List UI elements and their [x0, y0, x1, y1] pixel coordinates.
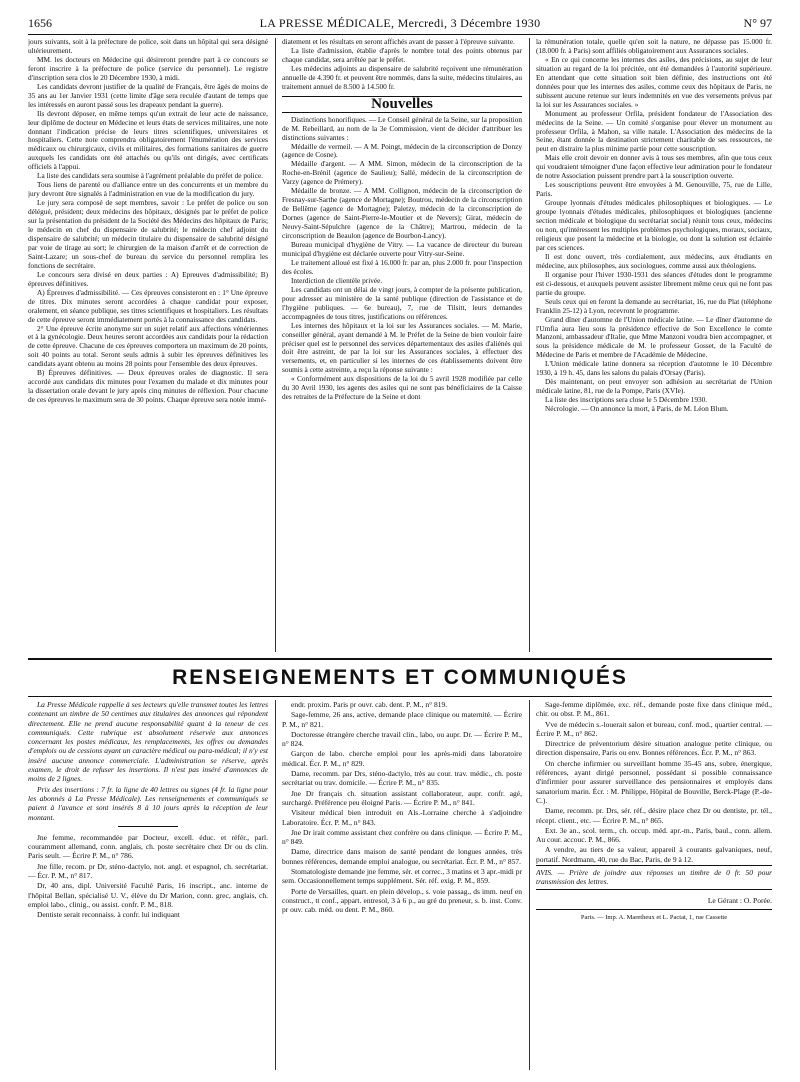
paragraph: Sage-femme diplômée, exc. réf., demande poste fixe dans clinique méd., chir. ou obst. P. M., 861.: [536, 700, 772, 719]
classified-ads-3: [536, 700, 772, 864]
paragraph: Jne fille, recom. pr Dr, sténo-dactylo, not. angl. et espagnol, ch. secrétariat. — Écr. P. M., n° 817.: [28, 861, 268, 881]
paragraph: Les souscriptions peuvent être envoyées à M. Genouville, 75, rue de Lille, Paris.: [536, 180, 772, 199]
paragraph: Bureau municipal d'hygiène de Vitry. — La vacance de directeur du bureau municipal d'hygiène est déclarée ouverte pour Vitry-sur-Seine.: [282, 240, 522, 258]
paragraph: Groupe lyonnais d'études médicales philosophiques et biologiques. — Le groupe lyonnais d'études médicales, philosophiques et biologiques (ancienne section médicale et biologique du secrétariat social) réunit tous ceux, médecins ou non, qu'intéressent les multiples problèmes psychologiques, moraux, sociaux, religieux que posent la médecine et la biologie, ou dont la solution est éclairée par ces sciences.: [536, 198, 772, 252]
paragraph: Garçon de labo. cherche emploi pour les après-midi dans laboratoire médical. Écr. P. M., n° 829.: [282, 749, 522, 768]
paragraph: Prix des insertions : 7 fr. la ligne de 40 lettres ou signes (4 fr. la ligne pour les abonnés à La Presse Médicale). Les renseignements et communiqués se paient à l'avance et sont insérés 8 à 10 jours après la réception de leur montant.: [28, 784, 268, 822]
divider: [118, 826, 178, 827]
paragraph: On cherche infirmier ou surveillant homme 35-45 ans, sobre, énergique, références, ayant dirigé personnel, possédant si possible connaissance d'infirmier pour assurer surveillance des pensionnaires et employés dans sanatorium marin. Écr. : M. Philippe, Hôpital de Bouville, Berck-Plage (P.-de-C.).: [536, 758, 772, 805]
paragraph: Les médecins adjoints au dispensaire de salubrité reçoivent une rémunération annuelle de 4.390 fr. et peuvent être nommés, dans la suite, médecins titulaires, au traitement annuel de 8.500 à 14.500 fr.: [282, 63, 522, 91]
paragraph: Médaille de vermeil. — A M. Poingt, médecin de la circonscription de Donzy (agence de Cosne).: [282, 141, 522, 160]
paragraph: Monument au professeur Orfila, président fondateur de l'Association des médecins de la Seine. — Un comité s'organise pour élever un monument au professeur Orfila, à Mahon, sa ville natale. L'Association des médecins de la Seine, étant donnée la destination strictement charitable de ses ressources, ne peut en distraire la plus minime partie pour cette souscription.: [536, 108, 772, 154]
classified-ads-1: [28, 833, 268, 920]
paragraph: A vendre, au tiers de sa valeur, appareil à courants galvaniques, neuf, portatif. Nordmann, 40, rue du Bac, Paris, de 9 à 12.: [536, 845, 772, 864]
column-2-intro: [282, 38, 522, 92]
section-banner: [28, 658, 772, 697]
advertising-notice: [28, 700, 268, 822]
paragraph: Grand dîner d'automne de l'Union médicale latine. — Le dîner d'automne de l'Umfia aura lieu sous la présidence effective de Son Excellence le comte Manzoni, ambassadeur d'Italie, que Mme Manzoni voudra bien accompagner, et sous la présidence médicale de M. le professeur Gosset, de la Faculté de Médecine de Paris et membre de l'Académie de Médecine.: [536, 314, 772, 360]
bottom-column-3: [536, 700, 772, 1070]
paragraph: Le traitement alloué est fixé à 16.000 fr. par an, plus 2.000 fr. pour l'inspection des écoles.: [282, 257, 522, 276]
column-2-news: [282, 116, 522, 403]
journal-title: LA PRESSE MÉDICALE, Mercredi, 3 Décembre 1930: [259, 16, 541, 30]
paragraph: « Conformément aux dispositions de la loi du 5 avril 1928 modifiée par celle du 30 Avril 1930, les agents des asiles qui ne sont pas bénéficiaires de la Caisse des retraites de la Préfecture de la Seine et dont: [282, 374, 522, 402]
paragraph: Nécrologie. — On annonce la mort, à Paris, de M. Léon Blum.: [545, 404, 729, 414]
nouvelles-heading: Nouvelles: [282, 96, 522, 113]
paragraph: Les internes des hôpitaux et la loi sur les Assurances sociales. — M. Marie, conseiller général, ayant demandé à M. le Préfet de la Seine de bien vouloir faire préciser quel est le personnel des services départementaux des asiles d'aliénés qui doit être astreint, de par la loi sur les Assurances sociales, à effectuer des versements, et, en particulier si les internes de ces établissements doivent être soumis à cette astreinte, a reçu la réponse suivante :: [282, 320, 522, 375]
newspaper-page: [28, 14, 772, 1072]
paragraph: Tous liens de parenté ou d'alliance entre un des concurrents et un membre du jury devront être signalés à l'administration en vue de la modification du jury.: [28, 180, 268, 199]
paragraph: La liste des inscriptions sera close le 5 Décembre 1930.: [545, 395, 708, 405]
paragraph: Visiteur médical bien introduit en Als.-Lorraine cherche à s'adjoindre Laboratoire. Écr. P. M., n° 843.: [282, 808, 522, 827]
paragraph: Dr, 40 ans, dipl. Université Faculté Paris, 16 inscript., anc. interne de l'hôpital Bellan, spécialisé U. V., élève du Dr Marion, conn. grec, anglais, ch. emploi labo., clinig., ou assist. confr. P. M., 818.: [28, 881, 268, 909]
paragraph: jours suivants, soit à la préfecture de police, soit dans un hôpital qui sera désigné ultérieurement.: [28, 38, 268, 55]
paragraph: Médaille d'argent. — A MM. Simon, médecin de la circonscription de la Roche-en-Brénil (agence de Saulieu); Sallé, médecin de la circonscription de Varzy (agence de Prémery).: [282, 159, 522, 187]
paragraph: Dame, directrice dans maison de santé pendant de longues années, très bonnes références, demande emploi analogue, ou secrétariat. Écr. P. M., n° 857.: [282, 847, 522, 866]
paragraph: Dès maintenant, on peut envoyer son adhésion au secrétariat de l'Union médicale latine, 81, rue de la Pompe, Paris (XVIe).: [536, 377, 772, 396]
paragraph: A) Épreuves d'admissibilité. — Ces épreuves consisteront en : 1° Une épreuve de titres. Dix minutes seront accordées à chaque candidat pour exposer, oralement, en séance publique, ses titres scientifiques et hospitaliers. Les résultats de cette épreuve seront immédiatement portés à la connaissance des candidats.: [28, 287, 268, 324]
paragraph: Il organise pour l'hiver 1930-1931 des séances d'études dont le programme est ci-dessous, et auxquels peuvent assister librement même ceux qui ne font pas partie du groupe.: [536, 269, 772, 297]
bottom-column-1: [28, 700, 268, 1070]
paragraph: Les candidats ont un délai de vingt jours, à compter de la présente publication, pour adresser au ministère de la santé publique (direction de l'assistance et de l'hygiène publiques. — 6e bureau), 7, rue de Tilsitt, leurs demandes accompagnées de tous titres, justifications ou références.: [282, 284, 522, 321]
bottom-column-2: [282, 700, 522, 1070]
top-column-2: [282, 38, 522, 652]
column-rule: [275, 38, 276, 652]
paragraph: Il est donc ouvert, très cordialement, aux médecins, aux étudiants en médecine, aux philosophes, aux sociologues, comme aussi aux théologiens.: [536, 251, 772, 270]
page-number: 1656: [28, 16, 52, 30]
paragraph: Le concours sera divisé en deux parties : A) Epreuves d'admissibilité; B) épreuves définitives.: [28, 269, 268, 288]
paragraph: MM. les docteurs en Médecine qui désireront prendre part à ce concours se feront inscrire à la préfecture de police (service du personnel). Le registre d'inscription sera clos le 20 Décembre 1930, à midi.: [28, 54, 268, 82]
paragraph: Seuls ceux qui en feront la demande au secrétariat, 16, rue du Plat (téléphone Franklin 25-12) à Lyon, recevront le programme.: [536, 296, 772, 315]
paragraph: Dentiste serait reconnaiss. à confr. lui indiquant: [37, 910, 180, 920]
issue-number: N° 97: [743, 16, 772, 30]
paragraph: Jne femme, recommandée par Docteur, excell. éduc. et référ., parl. couramment allemand, conn. anglais, ch. poste secrétaire chez Dr ou ds clin. Paris seult. — Écrire P. M., n° 786.: [28, 832, 268, 861]
paragraph: Distinctions honorifiques. — Le Conseil général de la Seine, sur la proposition de M. Rebeillard, au nom de la 3e Commission, vient de décider d'attribuer les distinctions suivantes :: [282, 114, 522, 142]
column-rule: [275, 700, 276, 1070]
paragraph: « En ce qui concerne les internes des asiles, des précisions, au sujet de leur situation au regard de la loi précitée, ont été demandées à l'autorité supérieure. En attendant que cette situation soit bien définie, des instructions ont été données pour que les internes des asiles, comme ceux des hôpitaux de Paris, ne subissent aucune retenue sur leurs indemnités en vue des versements prévus par la loi sur les Assurances sociales. »: [536, 54, 772, 109]
printer-imprint: Paris. — Imp. A. Maretheux et L. Pactat, 1, rue Cassette: [536, 909, 772, 922]
top-column-3: [536, 38, 772, 652]
paragraph: Ils devront déposer, en même temps qu'un extrait de leur acte de naissance, leur diplôme de docteur en Médecine et leurs états de services militaires, une note donnant l'indication précise de leurs titres scientifiques, universitaires et hospitaliers. Cette note comprendra obligatoirement l'énumération des services médicaux ou chirurgicaux, civils et militaires, des formations sanitaires de guerre auxquels les candidats ont été attachés ou qu'ils ont dirigés, avec certificats officiels à l'appui.: [28, 108, 268, 172]
paragraph: Porte de Versailles, quart. en plein dévelop., s. voie passag., ds imm. neuf en construct., tt conf., appart. entresol, 3 à 6 p., au gré du preneur, s. b. inst. Conv. pr ouv. cab. méd. ou dent. P. M., 860.: [282, 886, 522, 915]
paragraph: Mais elle croit devoir en donner avis à tous ses membres, afin que tous ceux qui voudraient témoigner d'une façon effective leur admiration pour le fondateur de notre Association puissent prendre part à la souscription ouverte.: [536, 153, 772, 181]
paragraph: Stomatologiste demande jne femme, sér. et correc., 3 matins et 3 apr.-midi pr sem. Occasionnellement temps supplément. Sér. réf. exig. P. M., 859.: [282, 867, 522, 886]
paragraph: Jne Dr irait comme assistant chez confrère ou dans clinique. — Écrire P. M., n° 849.: [282, 827, 522, 847]
column-rule: [529, 700, 530, 1070]
paragraph: la rémunération totale, quelle qu'en soit la nature, ne dépasse pas 15.000 fr. (18.000 fr. à Paris) sont affiliés obligatoirement aux Assurances sociales.: [536, 38, 772, 55]
paragraph: Directrice de préventorium désire situation analogue petite clinique, ou direction dispensaire, Paris ou env. Bonnes références. Écr. P. M., n° 863.: [536, 739, 772, 758]
paragraph: Dame, recomm. par Drs, sténo-dactylo, très au cour. trav. médic., ch. poste secrétariat ou trav. domicile. — Écrire P. M., n° 835.: [282, 769, 522, 788]
paragraph: Médaille de bronze. — A MM. Collignon, médecin de la circonscription de Fresnay-sur-Sarthe (agence de Mortagne); Boutrou, médecin de la circonscription de Bellême (agence de Mortagne); Paletzy, médecin de la circonscription de Dornes (agence de Saint-Pierre-le-Moutier et de Nevers); Girat, médecin de Neuvy-Saint-Sépulchre (agence de la Châtre); Martrou, médecin de la circonscription de Beaulon (agence de Bourbon-Lancy).: [282, 186, 522, 241]
column-rule: [529, 38, 530, 652]
paragraph: Dame, recomm. pr. Drs, sér. réf., désire place chez Dr ou dentiste, pr. tél., récept. client., etc. — Écrire P. M., n° 865.: [536, 806, 772, 825]
paragraph: Doctoresse étrangère cherche travail clin., labo, ou aupr. Dr. — Écrire P. M., n° 824.: [282, 729, 522, 749]
top-column-1: [28, 38, 268, 652]
avis-notice: AVIS. — Prière de joindre aux réponses un timbre de 0 fr. 50 pour transmission des lettres.: [536, 865, 772, 890]
paragraph: Les candidats devront justifier de la qualité de Français, être âgés de moins de 35 ans au 1er Janvier 1931 (cette limite d'âge sera reculée d'autant de temps que les intéressés en auront passé sous les drapeaux pendant la guerre).: [28, 81, 268, 109]
paragraph: Ext. 3e an., scol. term., ch. occup. méd. apr.-m., Paris, baul., conn. allem. Au cour. accouc. P. M., 866.: [536, 825, 772, 845]
paragraph: Jne Dr français ch. situation assistant collaborateur, aupr. confr. agé, surchargé. Préférence peu éloigné Paris. — Écrire P. M., n° 841.: [282, 788, 522, 807]
paragraph: L'Union médicale latine donnera sa réception d'automne le 10 Décembre 1930, à 19 h. 45, dans les salons du palais d'Orsay (Paris).: [536, 359, 772, 378]
paragraph: diatement et les résultats en seront affichés avant de passer à l'épreuve suivante.: [282, 38, 515, 46]
paragraph: Le jury sera composé de sept membres, savoir : Le préfet de police ou son délégué, président; deux médecins des hôpitaux, désignés par le préfet de police sur la présentation du président de la Société des Médecins des hôpitaux de Paris; le médecin en chef du dispensaire de salubrité; le médecin chef adjoint du dispensaire de salubrité; un médecin titulaire du dispensaire de salubrité désigné par voie de tirage au sort; le chirurgien de la maison d'arrêt et de correction de Saint-Lazare; un sous-chef de bureau du service du personnel remplira les fonctions de secrétaire.: [28, 198, 268, 270]
banner-title: RENSEIGNEMENTS ET COMMUNIQUÉS: [172, 666, 628, 689]
paragraph: endr. proxim. Paris pr ouvr. cab. dent. P. M., n° 819.: [291, 700, 448, 709]
paragraph: Vve de médecin s.-louerait salon et bureau, conf. mod., quartier central. — Écrire P. M., n° 862.: [536, 719, 772, 738]
paragraph: Interdiction de clientèle privée.: [291, 275, 383, 285]
paragraph: Sage-femme, 26 ans, active, demande place clinique ou maternité. — Écrire P. M., n° 821.: [282, 710, 522, 729]
gerant-signature: Le Gérant : O. Porée.: [707, 895, 772, 905]
paragraph: 2° Une épreuve écrite anonyme sur un sujet relatif aux affections vénériennes et à la gynécologie. Deux heures seront accordées aux candidats pour la rédaction de cette épreuve. Chacune de ces épreuves comportera un maximum de 20 points, soit 40 points au total. Seront seuls admis à subir les épreuves définitives les candidats ayant obtenu au moins 28 points pour l'ensemble des deux épreuves.: [28, 323, 268, 369]
paragraph: La liste d'admission, établie d'après le nombre total des points obtenus par chaque candidat, sera arrêtée par le préfet.: [282, 45, 522, 64]
paragraph: B) Épreuves définitives. — Deux épreuves orales de diagnostic. Il sera accordé aux candidats dix minutes pour l'examen du malade et dix minutes pour la dissertation orale devant le jury après cinq minutes de réflexion. Pour chacune de ces épreuves le maximum sera de 30 points. Chaque épreuve sera notée immé-: [28, 368, 268, 405]
paragraph: La liste des candidats sera soumise à l'agrément préalable du préfet de police.: [37, 171, 264, 181]
page-header: [28, 14, 772, 35]
paragraph: La Presse Médicale rappelle à ses lecteurs qu'elle transmet toutes les lettres contenant un timbre de 50 centimes aux titulaires des annonces qui répondent directement. Elle ne prend aucune responsabilité quant à la teneur de ces communiqués. Cette rubrique est absolument réservée aux annonces concernant les postes médicaux, les remplacements, les offres ou demandes d'emplois ou de cessions ayant un caractère médical ou para-médical; il n'y est inséré aucune annonce commerciale. L'administration se réserve, après examen, le droit de refuser les insertions. Il n'est pas inséré d'annonces de moins de 2 lignes.: [28, 700, 268, 784]
